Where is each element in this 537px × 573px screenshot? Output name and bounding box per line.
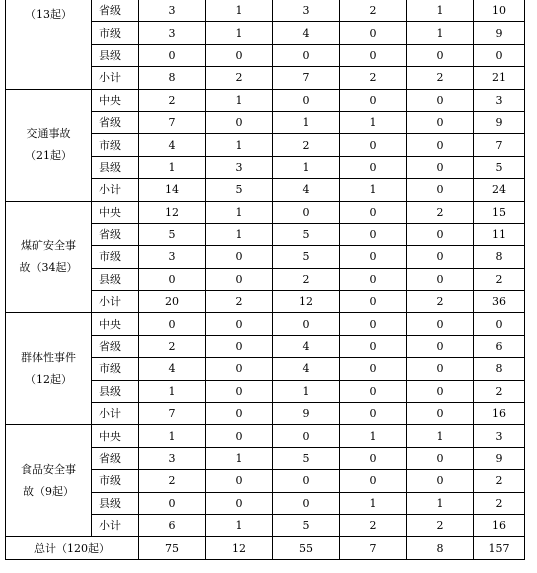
table-row [6,0,525,22]
value-cell: 5 [139,223,206,245]
level-cell: 县级 [92,156,139,178]
group-label-cell [6,425,92,537]
value-cell: 0 [206,246,273,268]
level-cell: 中央 [92,313,139,335]
value-cell: 2 [474,470,525,492]
value-cell: 21 [474,67,525,89]
level-cell: 省级 [92,111,139,133]
level-cell: 省级 [92,0,139,22]
value-cell: 0 [407,179,474,201]
value-cell: 3 [139,447,206,469]
value-cell: 24 [474,179,525,201]
value-cell: 0 [340,156,407,178]
value-cell: 1 [273,380,340,402]
value-cell: 0 [206,470,273,492]
group-label-line: （12起） [25,372,72,386]
value-cell: 1 [407,425,474,447]
value-cell: 0 [206,111,273,133]
value-cell: 0 [407,380,474,402]
value-cell: 1 [206,447,273,469]
value-cell: 5 [474,156,525,178]
group-label-line: （13起） [25,8,72,21]
level-cell: 中央 [92,425,139,447]
value-cell: 1 [340,111,407,133]
value-cell: 3 [139,0,206,22]
value-cell: 1 [273,156,340,178]
value-cell: 1 [206,201,273,223]
value-cell: 12 [273,291,340,313]
value-cell: 1 [340,492,407,514]
value-cell: 0 [206,403,273,425]
value-cell: 0 [139,268,206,290]
value-cell: 0 [474,44,525,66]
value-cell: 2 [273,268,340,290]
level-cell: 小计 [92,514,139,536]
value-cell: 3 [139,246,206,268]
value-cell: 15 [474,201,525,223]
table-row [6,201,525,223]
value-cell: 0 [340,134,407,156]
total-value-cell: 75 [139,537,206,559]
value-cell: 9 [273,403,340,425]
group-label-line: 食品安全事 [21,462,76,476]
value-cell: 0 [407,403,474,425]
value-cell: 0 [340,89,407,111]
value-cell: 7 [474,134,525,156]
value-cell: 4 [273,335,340,357]
value-cell: 16 [474,403,525,425]
value-cell: 2 [273,134,340,156]
value-cell: 2 [139,335,206,357]
value-cell: 16 [474,514,525,536]
level-cell: 省级 [92,447,139,469]
group-label-line: 煤矿安全事 [21,238,76,252]
value-cell: 0 [206,335,273,357]
value-cell: 0 [340,268,407,290]
value-cell: 9 [474,22,525,44]
level-cell: 小计 [92,67,139,89]
value-cell: 0 [407,358,474,380]
value-cell: 0 [340,380,407,402]
value-cell: 0 [340,246,407,268]
value-cell: 0 [340,291,407,313]
value-cell: 6 [139,514,206,536]
level-cell: 市级 [92,358,139,380]
level-cell: 县级 [92,492,139,514]
value-cell: 0 [407,44,474,66]
value-cell: 7 [139,111,206,133]
group-label-cell [6,201,92,313]
total-value-cell: 55 [273,537,340,559]
value-cell: 20 [139,291,206,313]
table-row [6,425,525,447]
value-cell: 0 [206,425,273,447]
value-cell: 0 [273,470,340,492]
value-cell: 7 [139,403,206,425]
value-cell: 0 [340,223,407,245]
value-cell: 4 [139,134,206,156]
value-cell: 0 [407,111,474,133]
value-cell: 2 [474,380,525,402]
level-cell: 县级 [92,268,139,290]
value-cell: 2 [407,201,474,223]
value-cell: 1 [139,156,206,178]
value-cell: 2 [139,470,206,492]
value-cell: 0 [139,313,206,335]
level-cell: 省级 [92,223,139,245]
group-label-line: 故（9起） [23,484,74,498]
value-cell: 1 [407,492,474,514]
value-cell: 0 [340,470,407,492]
level-cell: 省级 [92,335,139,357]
value-cell: 0 [273,425,340,447]
value-cell: 0 [340,358,407,380]
incident-statistics-table [5,0,525,560]
value-cell: 0 [206,380,273,402]
value-cell: 2 [340,0,407,22]
value-cell: 2 [139,89,206,111]
level-cell: 小计 [92,403,139,425]
total-value-cell: 12 [206,537,273,559]
value-cell: 1 [206,223,273,245]
value-cell: 1 [407,22,474,44]
value-cell: 2 [407,67,474,89]
group-label-cell [6,89,92,201]
total-row [6,537,525,559]
total-label-cell: 总计（120起） [6,537,139,559]
value-cell: 0 [407,246,474,268]
value-cell: 0 [407,89,474,111]
value-cell: 0 [206,358,273,380]
value-cell: 1 [206,514,273,536]
value-cell: 1 [139,425,206,447]
value-cell: 36 [474,291,525,313]
value-cell: 4 [273,22,340,44]
value-cell: 0 [273,89,340,111]
level-cell: 市级 [92,22,139,44]
value-cell: 5 [273,447,340,469]
table-row [6,313,525,335]
value-cell: 0 [340,44,407,66]
value-cell: 4 [273,358,340,380]
value-cell: 0 [340,201,407,223]
table-body [6,0,525,559]
value-cell: 1 [206,89,273,111]
value-cell: 0 [206,492,273,514]
value-cell: 0 [273,201,340,223]
level-cell: 市级 [92,246,139,268]
value-cell: 0 [139,492,206,514]
value-cell: 11 [474,223,525,245]
value-cell: 0 [139,44,206,66]
group-label-cell [6,313,92,425]
value-cell: 0 [273,492,340,514]
value-cell: 3 [273,0,340,22]
level-cell: 小计 [92,179,139,201]
value-cell: 0 [273,313,340,335]
value-cell: 1 [206,0,273,22]
value-cell: 14 [139,179,206,201]
level-cell: 市级 [92,134,139,156]
value-cell: 0 [407,335,474,357]
value-cell: 3 [474,425,525,447]
level-cell: 县级 [92,44,139,66]
value-cell: 0 [340,313,407,335]
value-cell: 12 [139,201,206,223]
value-cell: 1 [206,134,273,156]
value-cell: 2 [340,514,407,536]
value-cell: 0 [407,223,474,245]
value-cell: 8 [139,67,206,89]
level-cell: 中央 [92,89,139,111]
value-cell: 0 [340,403,407,425]
value-cell: 5 [273,223,340,245]
value-cell: 2 [474,492,525,514]
value-cell: 0 [273,44,340,66]
value-cell: 2 [407,291,474,313]
value-cell: 0 [340,447,407,469]
level-cell: 小计 [92,291,139,313]
value-cell: 1 [206,22,273,44]
value-cell: 0 [407,447,474,469]
group-label-line: （21起） [25,149,72,163]
value-cell: 1 [340,179,407,201]
value-cell: 2 [206,67,273,89]
value-cell: 1 [273,111,340,133]
value-cell: 5 [206,179,273,201]
value-cell: 2 [340,67,407,89]
value-cell: 8 [474,246,525,268]
total-value-cell: 7 [340,537,407,559]
total-value-cell: 8 [407,537,474,559]
value-cell: 0 [407,470,474,492]
statistics-document [5,0,524,560]
value-cell: 4 [139,358,206,380]
value-cell: 9 [474,111,525,133]
group-label-line: 交通事故 [26,127,71,141]
value-cell: 4 [273,179,340,201]
value-cell: 6 [474,335,525,357]
value-cell: 9 [474,447,525,469]
value-cell: 1 [340,425,407,447]
group-label-line: 群体性事件 [21,350,76,364]
value-cell: 2 [474,268,525,290]
value-cell: 0 [206,44,273,66]
value-cell: 8 [474,358,525,380]
table-row [6,89,525,111]
value-cell: 0 [206,268,273,290]
value-cell: 3 [206,156,273,178]
value-cell: 1 [407,0,474,22]
value-cell: 0 [407,268,474,290]
value-cell: 10 [474,0,525,22]
total-value-cell: 157 [474,537,525,559]
value-cell: 0 [407,156,474,178]
level-cell: 县级 [92,380,139,402]
value-cell: 7 [273,67,340,89]
group-label-line: 故（34起） [19,260,78,274]
value-cell: 3 [474,89,525,111]
value-cell: 5 [273,246,340,268]
value-cell: 2 [206,291,273,313]
level-cell: 市级 [92,470,139,492]
group-label-cell [6,0,92,89]
value-cell: 0 [474,313,525,335]
value-cell: 0 [340,22,407,44]
value-cell: 5 [273,514,340,536]
level-cell: 中央 [92,201,139,223]
value-cell: 3 [139,22,206,44]
value-cell: 0 [407,313,474,335]
value-cell: 0 [407,134,474,156]
value-cell: 0 [206,313,273,335]
value-cell: 1 [139,380,206,402]
value-cell: 0 [340,335,407,357]
value-cell: 2 [407,514,474,536]
